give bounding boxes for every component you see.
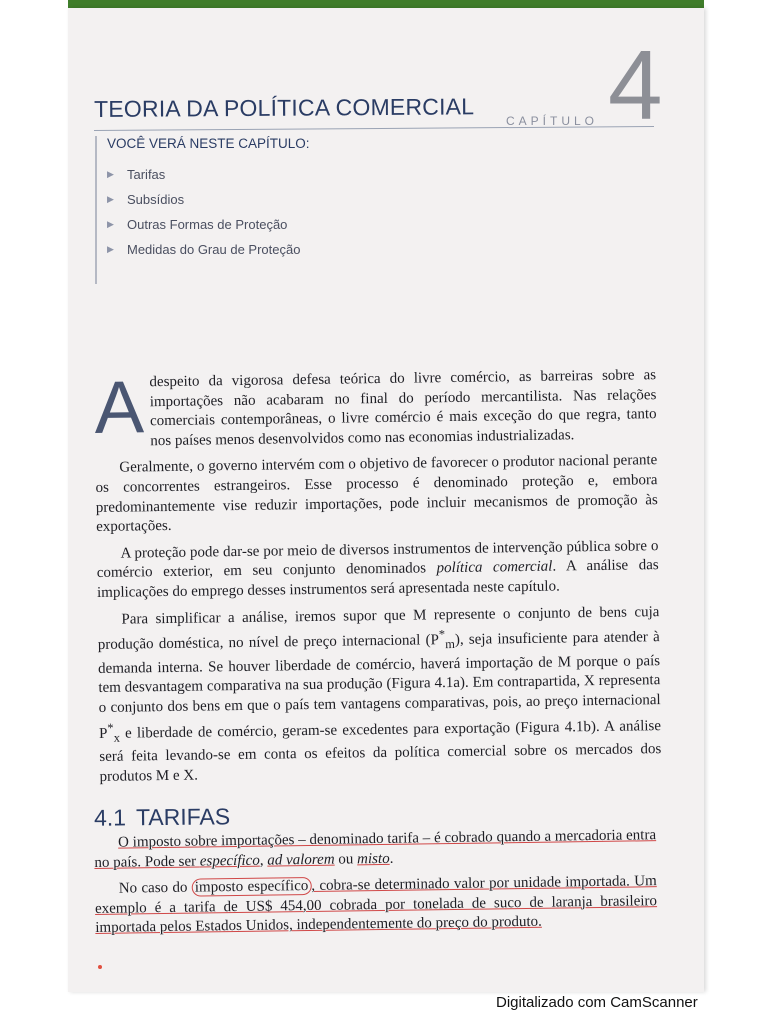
section-heading: 4.1 TARIFAS (93, 803, 231, 831)
toc-item: ▶ Subsídios (107, 192, 185, 207)
scanner-watermark: Digitalizado com CamScanner (496, 994, 698, 1011)
chapter-label: CAPÍTULO (506, 114, 599, 128)
toc-item: ▶ Medidas do Grau de Proteção (107, 242, 301, 257)
intro-paragraph-2: Geralmente, o governo intervém com o objetivo de favorecer o produtor nacional perante os concorrentes estrangeiros. Esse processo é denominado proteção e, embora predominantemente vise reduzir importações, pode incluir mecanismos de promoção às exportações. (95, 452, 658, 536)
circled-term: imposto específico (192, 877, 312, 897)
triangle-right-icon: ▶ (107, 194, 114, 204)
toc-item: ▶ Tarifas (107, 167, 166, 182)
toc-item: ▶ Outras Formas de Proteção (107, 217, 288, 232)
section-body (94, 826, 658, 946)
intro-paragraph-1: Adespeito da vigorosa defesa teórica do livre comércio, as barreiras sobre as importações não acabaram no final do período mercantilista. Nas relações comerciais contemporâneas, o livre comércio é mais exceção do que regra, tanto nos países menos desenvolvidos como nas economias industrializadas. (93, 365, 657, 450)
dropcap-letter: A (93, 365, 145, 449)
chapter-number: 4 (608, 30, 663, 140)
toc-list (107, 162, 300, 262)
section-paragraph-2: No caso do imposto específico , cobra-se determinado valor por unidade importada. Um exemplo é a tarifa de US$ 454,00 cobrada por tonelada de suco de laranja brasileiro importada pelos Estados Unidos, independentemente do preço do produto. (94, 873, 658, 937)
intro-paragraph-4: Para simplificar a análise, iremos supor que M represente o conjunto de bens cuja produção doméstica, no nível de preço internacional $(P^*_m)$, seja insuficiente para atender à demanda interna. Se houver liberdade de comércio, haverá importação de M porque o país tem desvantagem comparativa na sua produção (Figura 4.1a). Em contrapartida, X representa o conjunto dos bens em que o país tem vantagens comparativas, pois, ao preço internacional $P^*_x$ e liberdade de comércio, geram-se excedentes para exportação (Figura 4.1b). A análise será feita levando-se em conta os efeitos da política comercial sobre os mercados dos produtos M e X. (97, 603, 662, 785)
triangle-right-icon: ▶ (107, 244, 114, 254)
triangle-right-icon: ▶ (107, 219, 114, 229)
intro-paragraph-3: A proteção pode dar-se por meio de diversos instrumentos de intervenção pública sobre o comércio exterior, em seu conjunto denominados política comercial. A análise das implicações do emprego desses instrumentos será apresentada neste capítulo. (96, 537, 659, 601)
toc-heading: VOCÊ VERÁ NESTE CAPÍTULO: (107, 136, 310, 151)
chapter-title: TEORIA DA POLÍTICA COMERCIAL (94, 93, 475, 122)
section-paragraph-1: O imposto sobre importações – denominado tarifa – é cobrado quando a mercadoria entra no país. Pode ser específico, ad valorem ou misto. (94, 827, 657, 871)
triangle-right-icon: ▶ (107, 169, 114, 179)
pen-mark (98, 965, 102, 969)
intro-body (94, 366, 662, 794)
toc-rule (95, 136, 97, 284)
